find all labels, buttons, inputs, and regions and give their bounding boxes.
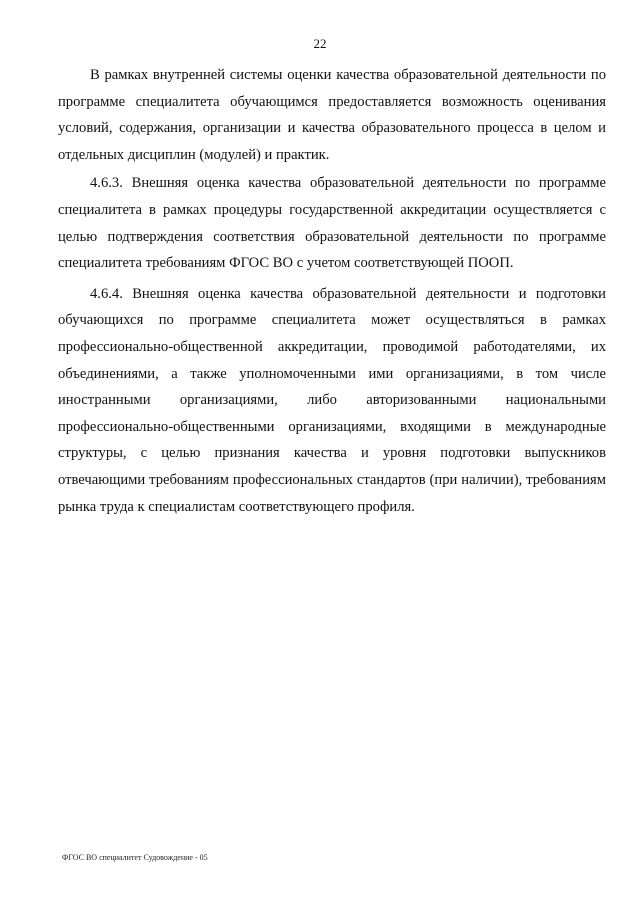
- page-footer: ФГОС ВО специалитет Судовождение - 05: [62, 853, 208, 862]
- paragraph-4-6-3: 4.6.3. Внешняя оценка качества образовательной деятельности по программе специалитета в рамках процедуры государственной аккредитации осуществляется с целью подтверждения соответствия образовательной деятельности по программе специалитета требованиям ФГОС ВО с учетом соответствующей ПООП.: [58, 175, 606, 272]
- page-number: 22: [313, 36, 327, 51]
- paragraph-4-6-4: 4.6.4. Внешняя оценка качества образовательной деятельности и подготовки обучающихся по программе специалитета может осуществляться в рамках профессионально-общественной аккредитации, проводимой работодателями, их объединениями, а также уполномоченными ими организациями, в том числе иностранными организациями, либо авторизованными национальными профессионально-общественными организациями, входящими в международные структуры, с целью признания качества и уровня подготовки выпускников отвечающими требованиям профессиональных стандартов (при наличии), требованиям рынка труда к специалистам соответствующего профиля.: [58, 285, 606, 515]
- paragraph-internal-assessment: В рамках внутренней системы оценки качества образовательной деятельности по программе специалитета обучающимся предоставляется возможность оценивания условий, содержания, организации и качества образовательного процесса в целом и отдельных дисциплин (модулей) и практик.: [58, 67, 606, 163]
- body-text: [58, 62, 606, 524]
